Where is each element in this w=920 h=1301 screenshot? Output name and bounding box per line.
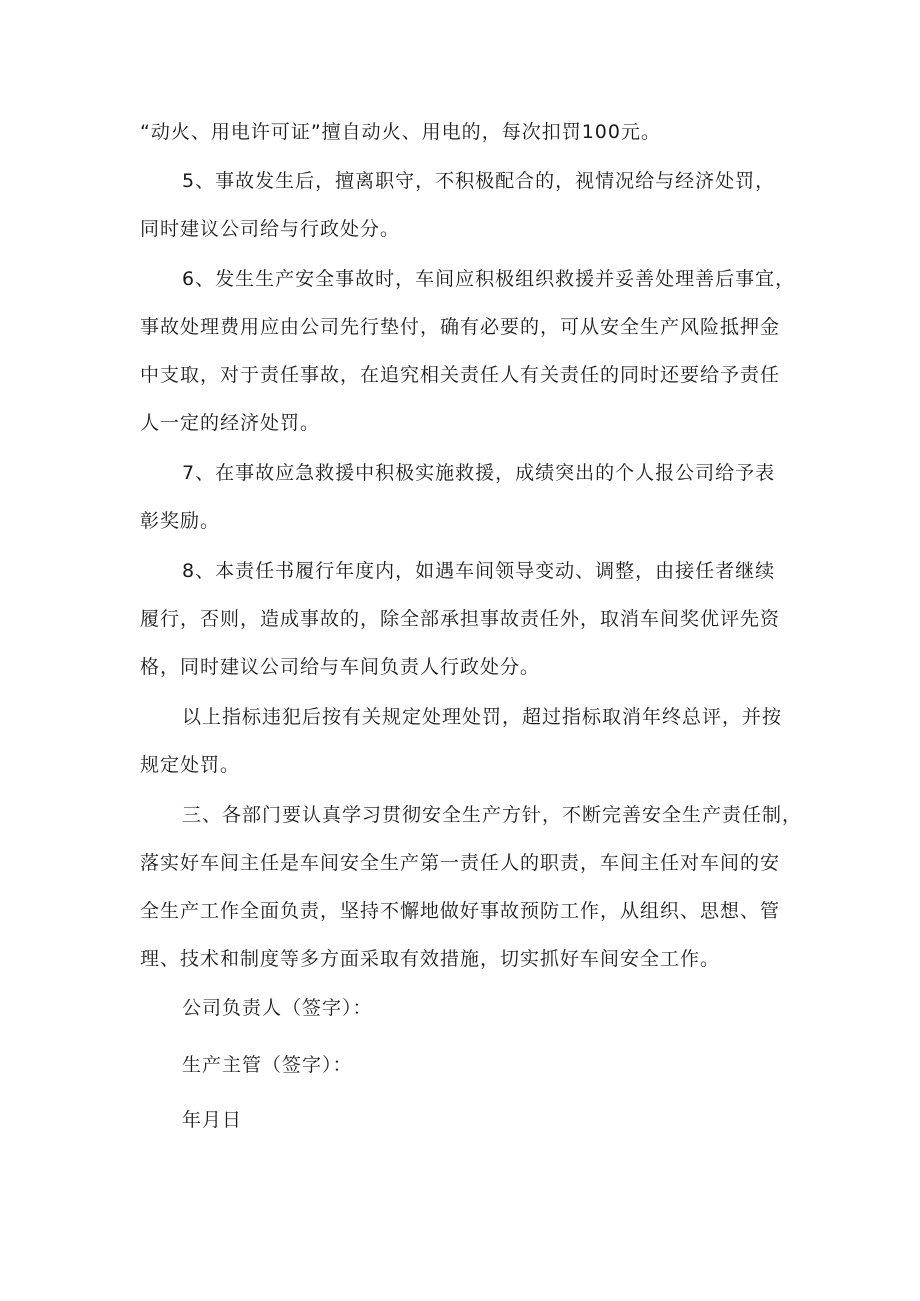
text-line: 人一定的经济处罚。 [140, 412, 321, 434]
text-line: 8、本责任书履行年度内，如遇车间领导变动、调整，由接任者继续 [182, 560, 776, 582]
paragraph-item-8 [140, 547, 795, 691]
text-line: 三、各部门要认真学习贯彻安全生产方针，不断完善安全生产责任制， [182, 804, 803, 826]
paragraph-item-5 [140, 157, 795, 253]
paragraph-item-6 [140, 255, 795, 447]
text-line: 5、事故发生后，擅离职守，不积极配合的，视情况给与经济处罚， [182, 170, 776, 192]
text-line: 彰奖励。 [140, 510, 221, 532]
text-line: 中支取，对于责任事故，在追究相关责任人有关责任的同时还要给予责任 [140, 364, 781, 386]
text-line: 以上指标违犯后按有关规定处理处罚，超过指标取消年终总评，并按 [182, 706, 783, 728]
production-supervisor-signature-label: 生产主管（签字）： [182, 1054, 353, 1076]
text-line: 7、在事故应急救援中积极实施救援，成绩突出的个人报公司给予表 [182, 462, 776, 484]
text-line: 事故处理费用应由公司先行垫付，确有必要的，可从安全生产风险抵押金 [140, 316, 781, 338]
text-line: 全生产工作全面负责，坚持不懈地做好事故预防工作，从组织、思想、管 [140, 900, 781, 922]
text-line: 理、技术和制度等多方面采取有效措施，切实抓好车间安全工作。 [140, 948, 721, 970]
text-line: “动火、用电许可证”擅自动火、用电的，每次扣罚100元。 [140, 121, 661, 143]
text-line: 同时建议公司给与行政处分。 [140, 218, 401, 240]
date-label: 年月日 [182, 1109, 243, 1131]
text-line: 格，同时建议公司给与车间负责人行政处分。 [140, 656, 541, 678]
text-line: 落实好车间主任是车间安全生产第一责任人的职责，车间主任对车间的安 [140, 852, 781, 874]
paragraph-section-three [140, 791, 803, 983]
text-line: 规定处罚。 [140, 754, 241, 776]
paragraph-fire-permit [140, 108, 795, 156]
paragraph-item-7 [140, 449, 795, 545]
text-line: 履行，否则，造成事故的，除全部承担事故责任外，取消车间奖优评先资 [140, 608, 781, 630]
text-line: 6、发生生产安全事故时，车间应积极组织救援并妥善处理善后事宜， [182, 268, 796, 290]
paragraph-summary [140, 693, 795, 789]
company-head-signature-label: 公司负责人（签字）： [182, 997, 373, 1019]
